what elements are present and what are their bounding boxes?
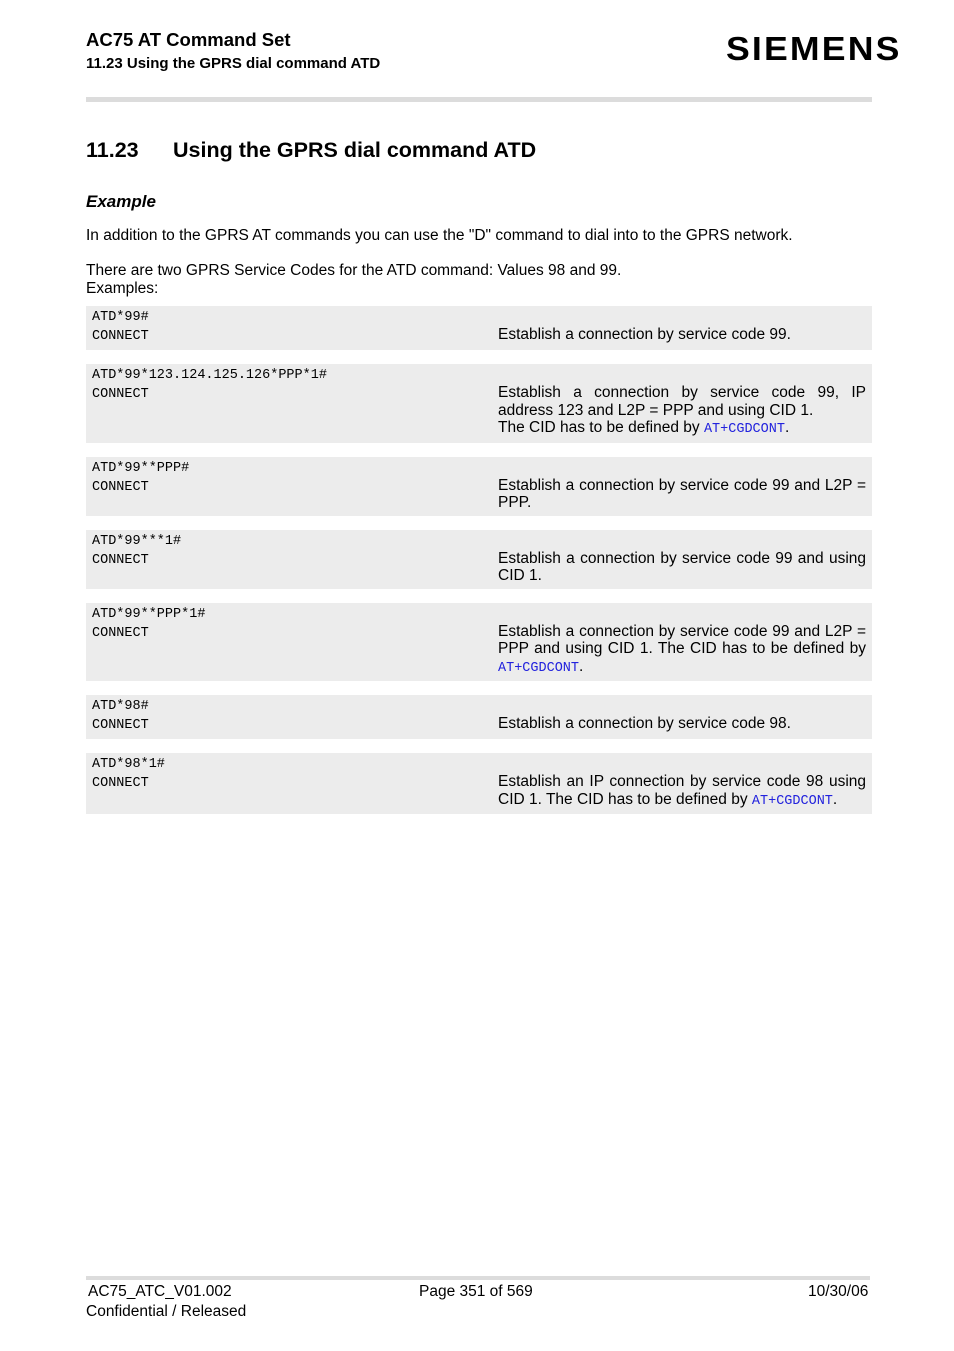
command-text: ATD*99*123.124.125.126*PPP*1# [92,368,327,383]
command-text: ATD*99**PPP*1# [92,606,206,622]
service-codes-paragraph: There are two GPRS Service Codes for the ATD command: Values 98 and 99. [86,262,622,279]
example-row [86,753,872,814]
example-label: Example [86,192,156,211]
cgdcont-link[interactable]: AT+CGDCONT [498,660,580,676]
response-text: CONNECT [92,718,149,733]
footer-doc-id: AC75_ATC_V01.002 [88,1283,232,1300]
description-text: Establish a connection by service code 99. [498,326,791,343]
footer-status: Confidential / Released [86,1303,247,1320]
cgdcont-link[interactable]: AT+CGDCONT [751,793,833,809]
example-row [86,603,872,682]
example-row [86,306,872,350]
description-text: Establish a connection by service code 99 and L2P = PPP and using CID 1. The CID has to be defined by AT+CGDCONT. [498,622,866,676]
example-row [86,530,872,589]
footer-page-number: Page 351 of 569 [419,1283,533,1300]
section-heading [86,138,536,163]
response-text: CONNECT [92,625,149,641]
description-text: Establish a connection by service code 99 and L2P = PPP. [498,476,866,511]
header-subtitle: 11.23 Using the GPRS dial command ATD [86,55,381,72]
response-text: CONNECT [92,329,149,344]
siemens-logo: SIEMENS [726,30,902,67]
command-text: ATD*99***1# [92,533,182,549]
command-text: ATD*98*1# [92,757,165,772]
example-row [86,364,872,443]
command-text: ATD*99**PPP# [92,460,190,476]
example-row [86,457,872,516]
footer-rule [86,1276,870,1280]
footer-date: 10/30/06 [808,1283,869,1300]
description-text: Establish a connection by service code 98. [498,715,791,732]
section-number: 11.23 [86,138,139,162]
response-text: CONNECT [92,479,149,495]
description-text: Establish a connection by service code 99 and using CID 1. [498,549,866,584]
command-text: ATD*99# [92,310,149,325]
cgdcont-link[interactable]: AT+CGDCONT [703,422,785,437]
header-title: AC75 AT Command Set [86,29,291,50]
example-row [86,695,872,739]
response-text: CONNECT [92,387,149,402]
command-text: ATD*98# [92,699,149,714]
header-rule [86,97,872,102]
examples-label: Examples: [86,280,159,297]
description-text: Establish a connection by service code 99, IP address 123 and L2P = PPP and using CID 1. The CID has to be defined by AT+CGDCONT. [498,384,866,437]
examples-table [86,306,872,828]
description-text: Establish an IP connection by service code 98 using CID 1. The CID has to be defined by AT+CGDCONT. [498,773,866,809]
section-title: Using the GPRS dial command ATD [173,138,537,162]
intro-paragraph: In addition to the GPRS AT commands you can use the "D" command to dial into to the GPRS network. [86,227,793,244]
response-text: CONNECT [92,552,149,568]
response-text: CONNECT [92,776,149,791]
